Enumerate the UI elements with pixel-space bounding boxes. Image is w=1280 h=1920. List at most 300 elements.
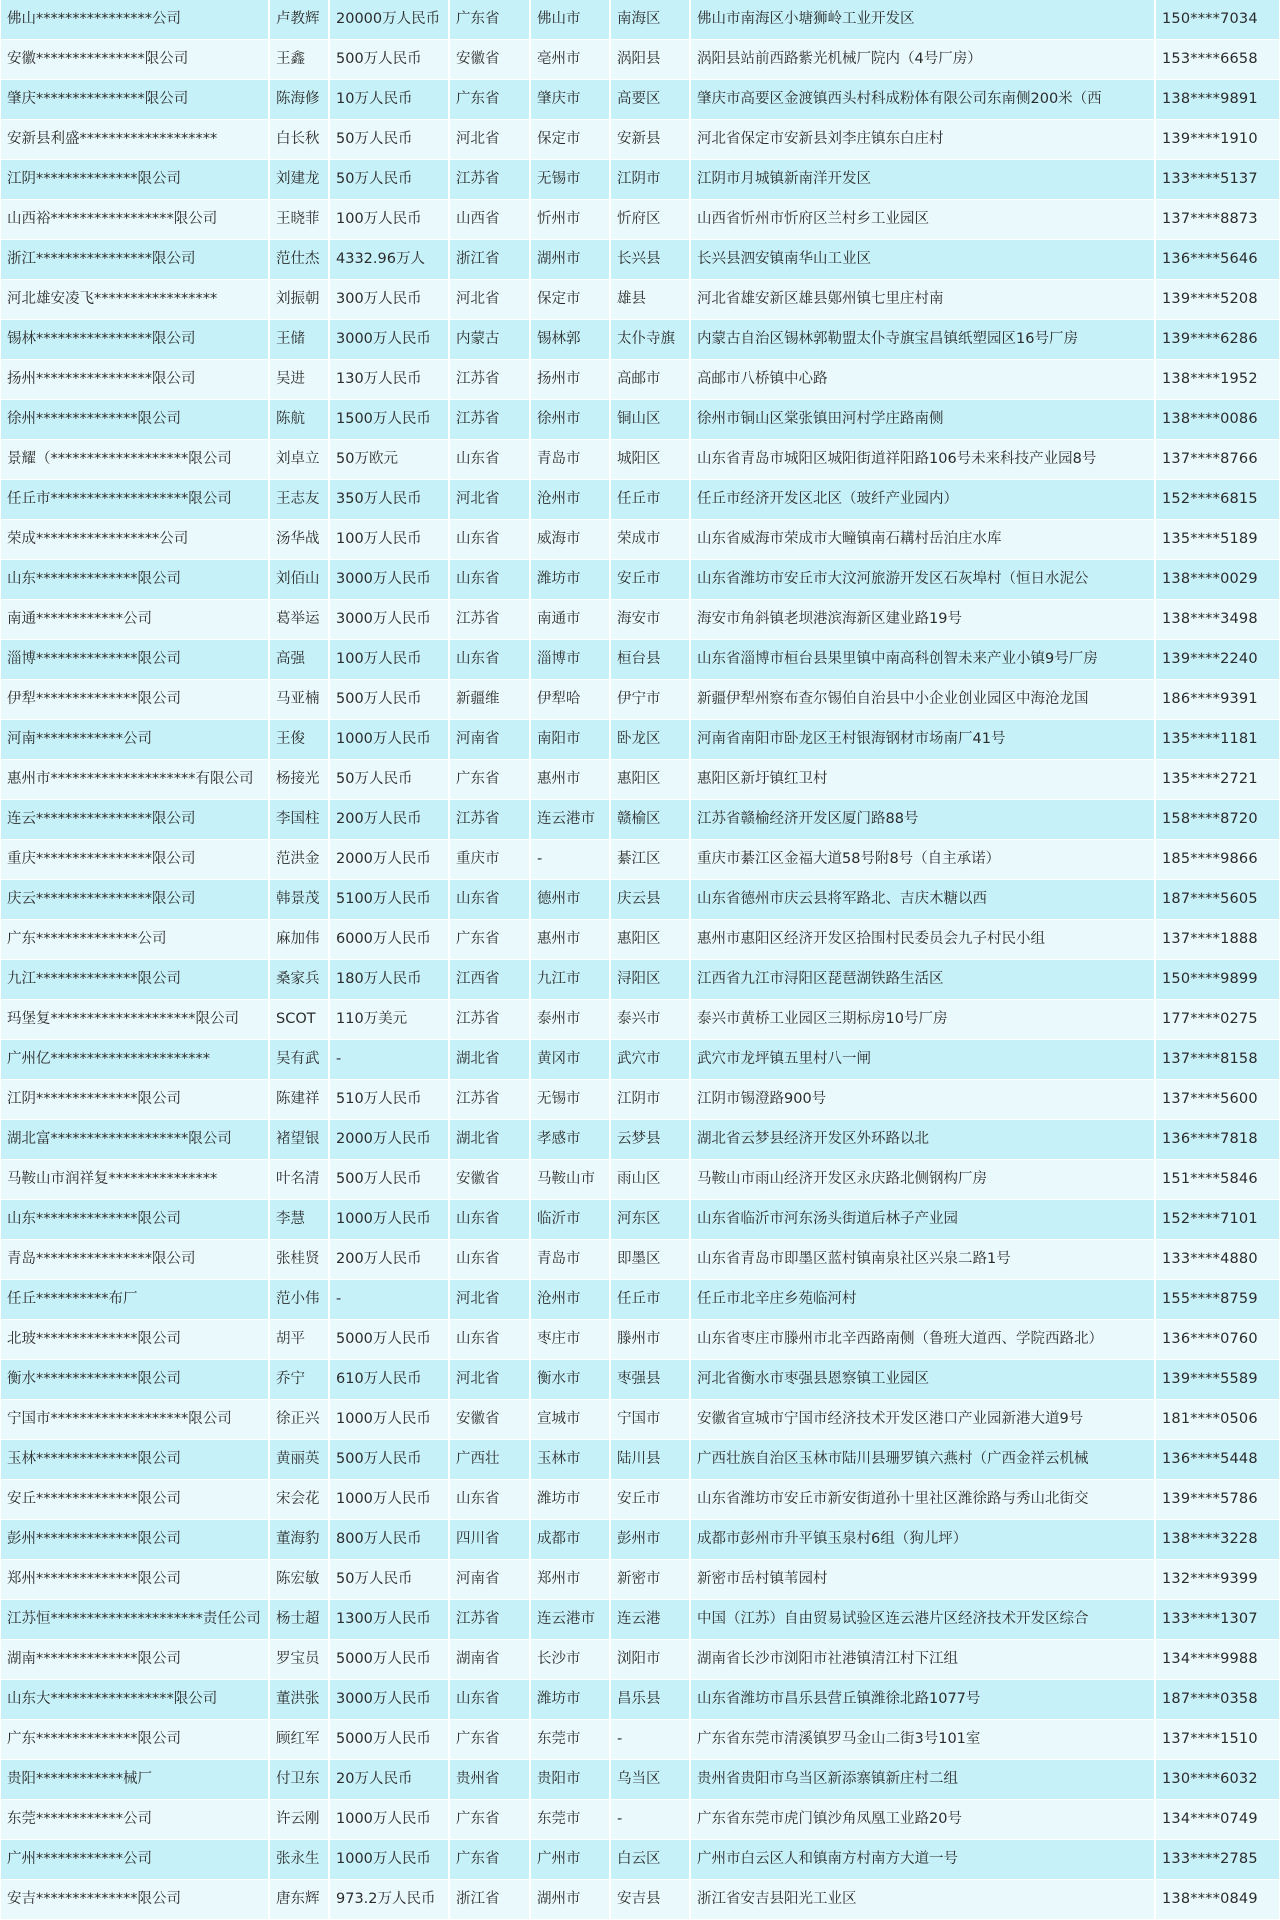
table-row bbox=[1, 760, 1279, 800]
district-cell: 卧龙区 bbox=[610, 720, 690, 760]
company-name-cell: 郑州**************限公司 bbox=[1, 1560, 269, 1600]
company-name-cell: 贵阳************械厂 bbox=[1, 1760, 269, 1800]
company-name-cell: 江阴**************限公司 bbox=[1, 1080, 269, 1120]
city-cell: - bbox=[530, 840, 610, 880]
city-cell: 无锡市 bbox=[530, 160, 610, 200]
table-row bbox=[1, 80, 1279, 120]
registered-capital-cell: 5000万人民币 bbox=[329, 1320, 449, 1360]
address-cell: 广东省东莞市清溪镇罗马金山二街3号101室 bbox=[690, 1720, 1155, 1760]
district-cell: - bbox=[610, 1800, 690, 1840]
table-row bbox=[1, 120, 1279, 160]
company-name-cell: 惠州市********************有限公司 bbox=[1, 760, 269, 800]
district-cell: 涡阳县 bbox=[610, 40, 690, 80]
table-row bbox=[1, 520, 1279, 560]
registered-capital-cell: 2000万人民币 bbox=[329, 1120, 449, 1160]
company-name-cell: 安丘**************限公司 bbox=[1, 1480, 269, 1520]
province-cell: 广东省 bbox=[449, 1720, 530, 1760]
address-cell: 佛山市南海区小塘狮岭工业开发区 bbox=[690, 0, 1155, 40]
table-row bbox=[1, 280, 1279, 320]
company-name-cell: 九江**************限公司 bbox=[1, 960, 269, 1000]
registered-capital-cell: 4332.96万人 bbox=[329, 240, 449, 280]
phone-cell: 187****5605 bbox=[1155, 880, 1279, 920]
address-cell: 江阴市月城镇新南洋开发区 bbox=[690, 160, 1155, 200]
phone-cell: 185****9866 bbox=[1155, 840, 1279, 880]
table-row bbox=[1, 1040, 1279, 1080]
district-cell: 安吉县 bbox=[610, 1880, 690, 1920]
registered-capital-cell: 5100万人民币 bbox=[329, 880, 449, 920]
phone-cell: 137****8873 bbox=[1155, 200, 1279, 240]
company-name-cell: 锡林****************限公司 bbox=[1, 320, 269, 360]
province-cell: 广东省 bbox=[449, 1840, 530, 1880]
city-cell: 佛山市 bbox=[530, 0, 610, 40]
table-row bbox=[1, 720, 1279, 760]
city-cell: 泰州市 bbox=[530, 1000, 610, 1040]
province-cell: 广东省 bbox=[449, 0, 530, 40]
registered-capital-cell: 5000万人民币 bbox=[329, 1640, 449, 1680]
city-cell: 长沙市 bbox=[530, 1640, 610, 1680]
phone-cell: 137****8158 bbox=[1155, 1040, 1279, 1080]
address-cell: 山东省淄博市桓台县果里镇中南高科创智未来产业小镇9号厂房 bbox=[690, 640, 1155, 680]
company-name-cell: 广东**************限公司 bbox=[1, 1720, 269, 1760]
address-cell: 河北省雄安新区雄县鄚州镇七里庄村南 bbox=[690, 280, 1155, 320]
address-cell: 广州市白云区人和镇南方村南方大道一号 bbox=[690, 1840, 1155, 1880]
company-table bbox=[1, 0, 1279, 1920]
legal-rep-cell: SCOT bbox=[269, 1000, 329, 1040]
company-name-cell: 徐州**************限公司 bbox=[1, 400, 269, 440]
phone-cell: 136****7818 bbox=[1155, 1120, 1279, 1160]
province-cell: 江苏省 bbox=[449, 800, 530, 840]
address-cell: 山东省德州市庆云县将军路北、吉庆木糖以西 bbox=[690, 880, 1155, 920]
province-cell: 新疆维 bbox=[449, 680, 530, 720]
company-name-cell: 衡水**************限公司 bbox=[1, 1360, 269, 1400]
address-cell: 任丘市北辛庄乡苑临河村 bbox=[690, 1280, 1155, 1320]
city-cell: 广州市 bbox=[530, 1840, 610, 1880]
province-cell: 山东省 bbox=[449, 560, 530, 600]
address-cell: 惠州市惠阳区经济开发区拾围村民委员会九子村民小组 bbox=[690, 920, 1155, 960]
company-name-cell: 山西裕*****************限公司 bbox=[1, 200, 269, 240]
district-cell: 泰兴市 bbox=[610, 1000, 690, 1040]
phone-cell: 139****5208 bbox=[1155, 280, 1279, 320]
company-name-cell: 东莞************公司 bbox=[1, 1800, 269, 1840]
phone-cell: 133****1307 bbox=[1155, 1600, 1279, 1640]
city-cell: 无锡市 bbox=[530, 1080, 610, 1120]
district-cell: 陆川县 bbox=[610, 1440, 690, 1480]
city-cell: 临沂市 bbox=[530, 1200, 610, 1240]
phone-cell: 139****6286 bbox=[1155, 320, 1279, 360]
legal-rep-cell: 马亚楠 bbox=[269, 680, 329, 720]
registered-capital-cell: - bbox=[329, 1040, 449, 1080]
phone-cell: 150****9899 bbox=[1155, 960, 1279, 1000]
address-cell: 山东省青岛市即墨区蓝村镇南泉社区兴泉二路1号 bbox=[690, 1240, 1155, 1280]
address-cell: 山东省枣庄市滕州市北辛西路南侧（鲁班大道西、学院西路北） bbox=[690, 1320, 1155, 1360]
company-name-cell: 山东大*****************限公司 bbox=[1, 1680, 269, 1720]
company-name-cell: 佛山****************公司 bbox=[1, 0, 269, 40]
registered-capital-cell: 3000万人民币 bbox=[329, 600, 449, 640]
phone-cell: 181****0506 bbox=[1155, 1400, 1279, 1440]
company-name-cell: 安新县利盛******************* bbox=[1, 120, 269, 160]
city-cell: 潍坊市 bbox=[530, 1680, 610, 1720]
legal-rep-cell: 许云刚 bbox=[269, 1800, 329, 1840]
district-cell: 海安市 bbox=[610, 600, 690, 640]
district-cell: 任丘市 bbox=[610, 1280, 690, 1320]
address-cell: 山东省临沂市河东汤头街道后林子产业园 bbox=[690, 1200, 1155, 1240]
city-cell: 东莞市 bbox=[530, 1800, 610, 1840]
province-cell: 山东省 bbox=[449, 520, 530, 560]
province-cell: 河北省 bbox=[449, 120, 530, 160]
phone-cell: 136****5646 bbox=[1155, 240, 1279, 280]
registered-capital-cell: 50万人民币 bbox=[329, 1560, 449, 1600]
address-cell: 河北省衡水市枣强县恩察镇工业园区 bbox=[690, 1360, 1155, 1400]
district-cell: 白云区 bbox=[610, 1840, 690, 1880]
province-cell: 江苏省 bbox=[449, 1600, 530, 1640]
district-cell: 连云港 bbox=[610, 1600, 690, 1640]
legal-rep-cell: 陈宏敏 bbox=[269, 1560, 329, 1600]
table-row bbox=[1, 1240, 1279, 1280]
province-cell: 四川省 bbox=[449, 1520, 530, 1560]
registered-capital-cell: 610万人民币 bbox=[329, 1360, 449, 1400]
company-name-cell: 任丘**********布厂 bbox=[1, 1280, 269, 1320]
registered-capital-cell: 200万人民币 bbox=[329, 1240, 449, 1280]
legal-rep-cell: 黄丽英 bbox=[269, 1440, 329, 1480]
province-cell: 山东省 bbox=[449, 1480, 530, 1520]
phone-cell: 133****5137 bbox=[1155, 160, 1279, 200]
phone-cell: 155****8759 bbox=[1155, 1280, 1279, 1320]
phone-cell: 136****0760 bbox=[1155, 1320, 1279, 1360]
legal-rep-cell: 韩景茂 bbox=[269, 880, 329, 920]
company-name-cell: 江苏恒*********************责任公司 bbox=[1, 1600, 269, 1640]
city-cell: 贵阳市 bbox=[530, 1760, 610, 1800]
district-cell: 任丘市 bbox=[610, 480, 690, 520]
city-cell: 淄博市 bbox=[530, 640, 610, 680]
registered-capital-cell: 50万人民币 bbox=[329, 120, 449, 160]
phone-cell: 133****4880 bbox=[1155, 1240, 1279, 1280]
address-cell: 广东省东莞市虎门镇沙角凤凰工业路20号 bbox=[690, 1800, 1155, 1840]
table-row bbox=[1, 240, 1279, 280]
company-name-cell: 安吉**************限公司 bbox=[1, 1880, 269, 1920]
city-cell: 成都市 bbox=[530, 1520, 610, 1560]
company-name-cell: 河南************公司 bbox=[1, 720, 269, 760]
legal-rep-cell: 付卫东 bbox=[269, 1760, 329, 1800]
legal-rep-cell: 张永生 bbox=[269, 1840, 329, 1880]
table-row bbox=[1, 1760, 1279, 1800]
city-cell: 南阳市 bbox=[530, 720, 610, 760]
table-row bbox=[1, 1440, 1279, 1480]
registered-capital-cell: 130万人民币 bbox=[329, 360, 449, 400]
province-cell: 浙江省 bbox=[449, 240, 530, 280]
address-cell: 新疆伊犁州察布查尔锡伯自治县中小企业创业园区中海沧龙国 bbox=[690, 680, 1155, 720]
registered-capital-cell: 3000万人民币 bbox=[329, 560, 449, 600]
legal-rep-cell: 王晓菲 bbox=[269, 200, 329, 240]
table-row bbox=[1, 1080, 1279, 1120]
company-name-cell: 宁国市*******************限公司 bbox=[1, 1400, 269, 1440]
province-cell: 江西省 bbox=[449, 960, 530, 1000]
legal-rep-cell: 高强 bbox=[269, 640, 329, 680]
company-name-cell: 湖北富*******************限公司 bbox=[1, 1120, 269, 1160]
legal-rep-cell: 唐东辉 bbox=[269, 1880, 329, 1920]
table-row bbox=[1, 1400, 1279, 1440]
city-cell: 枣庄市 bbox=[530, 1320, 610, 1360]
phone-cell: 152****6815 bbox=[1155, 480, 1279, 520]
table-row bbox=[1, 1600, 1279, 1640]
registered-capital-cell: 500万人民币 bbox=[329, 1160, 449, 1200]
phone-cell: 136****5448 bbox=[1155, 1440, 1279, 1480]
table-row bbox=[1, 480, 1279, 520]
district-cell: 铜山区 bbox=[610, 400, 690, 440]
phone-cell: 152****7101 bbox=[1155, 1200, 1279, 1240]
legal-rep-cell: 董洪张 bbox=[269, 1680, 329, 1720]
phone-cell: 138****0086 bbox=[1155, 400, 1279, 440]
address-cell: 河南省南阳市卧龙区王村银海钢材市场南厂41号 bbox=[690, 720, 1155, 760]
table-row bbox=[1, 1800, 1279, 1840]
address-cell: 内蒙古自治区锡林郭勒盟太仆寺旗宝昌镇纸塑园区16号厂房 bbox=[690, 320, 1155, 360]
table-row bbox=[1, 1360, 1279, 1400]
legal-rep-cell: 胡平 bbox=[269, 1320, 329, 1360]
legal-rep-cell: 汤华战 bbox=[269, 520, 329, 560]
table-row bbox=[1, 0, 1279, 40]
province-cell: 山西省 bbox=[449, 200, 530, 240]
address-cell: 重庆市綦江区金福大道58号附8号（自主承诺） bbox=[690, 840, 1155, 880]
address-cell: 徐州市铜山区棠张镇田河村学庄路南侧 bbox=[690, 400, 1155, 440]
city-cell: 连云港市 bbox=[530, 1600, 610, 1640]
legal-rep-cell: 范仕杰 bbox=[269, 240, 329, 280]
table-row bbox=[1, 1840, 1279, 1880]
table-body bbox=[1, 0, 1279, 1920]
city-cell: 连云港市 bbox=[530, 800, 610, 840]
legal-rep-cell: 吴进 bbox=[269, 360, 329, 400]
table-row bbox=[1, 1280, 1279, 1320]
city-cell: 湖州市 bbox=[530, 1880, 610, 1920]
province-cell: 内蒙古 bbox=[449, 320, 530, 360]
registered-capital-cell: 1000万人民币 bbox=[329, 1480, 449, 1520]
province-cell: 山东省 bbox=[449, 440, 530, 480]
company-name-cell: 北玻**************限公司 bbox=[1, 1320, 269, 1360]
company-name-cell: 广州亿********************** bbox=[1, 1040, 269, 1080]
table-row bbox=[1, 1320, 1279, 1360]
legal-rep-cell: 王储 bbox=[269, 320, 329, 360]
district-cell: 浔阳区 bbox=[610, 960, 690, 1000]
province-cell: 江苏省 bbox=[449, 1000, 530, 1040]
registered-capital-cell: 1300万人民币 bbox=[329, 1600, 449, 1640]
legal-rep-cell: 刘佰山 bbox=[269, 560, 329, 600]
registered-capital-cell: 800万人民币 bbox=[329, 1520, 449, 1560]
city-cell: 扬州市 bbox=[530, 360, 610, 400]
province-cell: 浙江省 bbox=[449, 1880, 530, 1920]
registered-capital-cell: 20万人民币 bbox=[329, 1760, 449, 1800]
company-name-cell: 山东**************限公司 bbox=[1, 560, 269, 600]
registered-capital-cell: 50万人民币 bbox=[329, 160, 449, 200]
city-cell: 马鞍山市 bbox=[530, 1160, 610, 1200]
address-cell: 山东省潍坊市安丘市新安街道孙十里社区潍徐路与秀山北街交 bbox=[690, 1480, 1155, 1520]
legal-rep-cell: 麻加伟 bbox=[269, 920, 329, 960]
province-cell: 河北省 bbox=[449, 1280, 530, 1320]
phone-cell: 137****1510 bbox=[1155, 1720, 1279, 1760]
province-cell: 江苏省 bbox=[449, 160, 530, 200]
city-cell: 保定市 bbox=[530, 120, 610, 160]
city-cell: 亳州市 bbox=[530, 40, 610, 80]
district-cell: 安丘市 bbox=[610, 1480, 690, 1520]
table-row bbox=[1, 1160, 1279, 1200]
province-cell: 贵州省 bbox=[449, 1760, 530, 1800]
registered-capital-cell: 100万人民币 bbox=[329, 640, 449, 680]
phone-cell: 138****0029 bbox=[1155, 560, 1279, 600]
table-row bbox=[1, 400, 1279, 440]
registered-capital-cell: 50万欧元 bbox=[329, 440, 449, 480]
table-row bbox=[1, 1560, 1279, 1600]
legal-rep-cell: 刘建龙 bbox=[269, 160, 329, 200]
province-cell: 山东省 bbox=[449, 640, 530, 680]
registered-capital-cell: 350万人民币 bbox=[329, 480, 449, 520]
legal-rep-cell: 罗宝员 bbox=[269, 1640, 329, 1680]
table-row bbox=[1, 1640, 1279, 1680]
legal-rep-cell: 杨接光 bbox=[269, 760, 329, 800]
table-row bbox=[1, 880, 1279, 920]
province-cell: 山东省 bbox=[449, 1200, 530, 1240]
phone-cell: 139****2240 bbox=[1155, 640, 1279, 680]
legal-rep-cell: 刘卓立 bbox=[269, 440, 329, 480]
district-cell: 安新县 bbox=[610, 120, 690, 160]
registered-capital-cell: 300万人民币 bbox=[329, 280, 449, 320]
province-cell: 广东省 bbox=[449, 80, 530, 120]
district-cell: 伊宁市 bbox=[610, 680, 690, 720]
province-cell: 湖南省 bbox=[449, 1640, 530, 1680]
company-name-cell: 肇庆***************限公司 bbox=[1, 80, 269, 120]
registered-capital-cell: 1000万人民币 bbox=[329, 1400, 449, 1440]
company-name-cell: 扬州****************限公司 bbox=[1, 360, 269, 400]
district-cell: 昌乐县 bbox=[610, 1680, 690, 1720]
table-row bbox=[1, 640, 1279, 680]
province-cell: 山东省 bbox=[449, 1680, 530, 1720]
registered-capital-cell: 500万人民币 bbox=[329, 680, 449, 720]
phone-cell: 153****6658 bbox=[1155, 40, 1279, 80]
table-row bbox=[1, 680, 1279, 720]
phone-cell: 135****5189 bbox=[1155, 520, 1279, 560]
company-name-cell: 江阴**************限公司 bbox=[1, 160, 269, 200]
address-cell: 武穴市龙坪镇五里村八一闸 bbox=[690, 1040, 1155, 1080]
registered-capital-cell: 3000万人民币 bbox=[329, 320, 449, 360]
province-cell: 河南省 bbox=[449, 720, 530, 760]
district-cell: 桓台县 bbox=[610, 640, 690, 680]
address-cell: 江阴市锡澄路900号 bbox=[690, 1080, 1155, 1120]
phone-cell: 130****6032 bbox=[1155, 1760, 1279, 1800]
phone-cell: 135****2721 bbox=[1155, 760, 1279, 800]
province-cell: 广西壮 bbox=[449, 1440, 530, 1480]
phone-cell: 137****8766 bbox=[1155, 440, 1279, 480]
legal-rep-cell: 李国柱 bbox=[269, 800, 329, 840]
registered-capital-cell: 50万人民币 bbox=[329, 760, 449, 800]
address-cell: 江苏省赣榆经济开发区厦门路88号 bbox=[690, 800, 1155, 840]
district-cell: 雄县 bbox=[610, 280, 690, 320]
table-row bbox=[1, 160, 1279, 200]
registered-capital-cell: 1000万人民币 bbox=[329, 1800, 449, 1840]
district-cell: 惠阳区 bbox=[610, 760, 690, 800]
phone-cell: 186****9391 bbox=[1155, 680, 1279, 720]
address-cell: 湖北省云梦县经济开发区外环路以北 bbox=[690, 1120, 1155, 1160]
address-cell: 山东省潍坊市安丘市大汶河旅游开发区石灰埠村（恒日水泥公 bbox=[690, 560, 1155, 600]
phone-cell: 133****2785 bbox=[1155, 1840, 1279, 1880]
registered-capital-cell: 500万人民币 bbox=[329, 40, 449, 80]
legal-rep-cell: 刘振朝 bbox=[269, 280, 329, 320]
table-row bbox=[1, 1200, 1279, 1240]
company-name-cell: 淄博**************限公司 bbox=[1, 640, 269, 680]
table-row bbox=[1, 360, 1279, 400]
city-cell: 青岛市 bbox=[530, 440, 610, 480]
table-row bbox=[1, 560, 1279, 600]
address-cell: 安徽省宣城市宁国市经济技术开发区港口产业园新港大道9号 bbox=[690, 1400, 1155, 1440]
address-cell: 任丘市经济开发区北区（玻纤产业园内） bbox=[690, 480, 1155, 520]
district-cell: 河东区 bbox=[610, 1200, 690, 1240]
district-cell: 雨山区 bbox=[610, 1160, 690, 1200]
table-row bbox=[1, 1720, 1279, 1760]
province-cell: 河南省 bbox=[449, 1560, 530, 1600]
city-cell: 九江市 bbox=[530, 960, 610, 1000]
city-cell: 徐州市 bbox=[530, 400, 610, 440]
registered-capital-cell: 1500万人民币 bbox=[329, 400, 449, 440]
district-cell: 赣榆区 bbox=[610, 800, 690, 840]
district-cell: 安丘市 bbox=[610, 560, 690, 600]
company-name-cell: 山东**************限公司 bbox=[1, 1200, 269, 1240]
province-cell: 安徽省 bbox=[449, 40, 530, 80]
registered-capital-cell: 100万人民币 bbox=[329, 200, 449, 240]
registered-capital-cell: 5000万人民币 bbox=[329, 1720, 449, 1760]
table-row bbox=[1, 1680, 1279, 1720]
province-cell: 江苏省 bbox=[449, 360, 530, 400]
registered-capital-cell: 6000万人民币 bbox=[329, 920, 449, 960]
company-name-cell: 马鞍山市润祥复*************** bbox=[1, 1160, 269, 1200]
legal-rep-cell: 褚望银 bbox=[269, 1120, 329, 1160]
legal-rep-cell: 葛举运 bbox=[269, 600, 329, 640]
city-cell: 东莞市 bbox=[530, 1720, 610, 1760]
phone-cell: 137****5600 bbox=[1155, 1080, 1279, 1120]
address-cell: 山西省忻州市忻府区兰村乡工业园区 bbox=[690, 200, 1155, 240]
province-cell: 湖北省 bbox=[449, 1120, 530, 1160]
registered-capital-cell: - bbox=[329, 1280, 449, 1320]
phone-cell: 138****3228 bbox=[1155, 1520, 1279, 1560]
city-cell: 沧州市 bbox=[530, 480, 610, 520]
city-cell: 宣城市 bbox=[530, 1400, 610, 1440]
district-cell: 江阴市 bbox=[610, 1080, 690, 1120]
registered-capital-cell: 3000万人民币 bbox=[329, 1680, 449, 1720]
address-cell: 山东省青岛市城阳区城阳街道祥阳路106号未来科技产业园8号 bbox=[690, 440, 1155, 480]
legal-rep-cell: 叶名清 bbox=[269, 1160, 329, 1200]
city-cell: 德州市 bbox=[530, 880, 610, 920]
legal-rep-cell: 顾红军 bbox=[269, 1720, 329, 1760]
company-name-cell: 荣成*****************公司 bbox=[1, 520, 269, 560]
legal-rep-cell: 王鑫 bbox=[269, 40, 329, 80]
phone-cell: 177****0275 bbox=[1155, 1000, 1279, 1040]
phone-cell: 132****9399 bbox=[1155, 1560, 1279, 1600]
phone-cell: 138****1952 bbox=[1155, 360, 1279, 400]
province-cell: 安徽省 bbox=[449, 1400, 530, 1440]
phone-cell: 135****1181 bbox=[1155, 720, 1279, 760]
city-cell: 肇庆市 bbox=[530, 80, 610, 120]
phone-cell: 137****1888 bbox=[1155, 920, 1279, 960]
district-cell: 云梦县 bbox=[610, 1120, 690, 1160]
registered-capital-cell: 10万人民币 bbox=[329, 80, 449, 120]
address-cell: 高邮市八桥镇中心路 bbox=[690, 360, 1155, 400]
city-cell: 衡水市 bbox=[530, 1360, 610, 1400]
legal-rep-cell: 范小伟 bbox=[269, 1280, 329, 1320]
registered-capital-cell: 100万人民币 bbox=[329, 520, 449, 560]
phone-cell: 139****5786 bbox=[1155, 1480, 1279, 1520]
city-cell: 湖州市 bbox=[530, 240, 610, 280]
table-row bbox=[1, 960, 1279, 1000]
address-cell: 江西省九江市浔阳区琵琶湖铁路生活区 bbox=[690, 960, 1155, 1000]
province-cell: 广东省 bbox=[449, 760, 530, 800]
address-cell: 惠阳区新圩镇红卫村 bbox=[690, 760, 1155, 800]
district-cell: 滕州市 bbox=[610, 1320, 690, 1360]
company-name-cell: 景耀（*******************限公司 bbox=[1, 440, 269, 480]
province-cell: 河北省 bbox=[449, 480, 530, 520]
